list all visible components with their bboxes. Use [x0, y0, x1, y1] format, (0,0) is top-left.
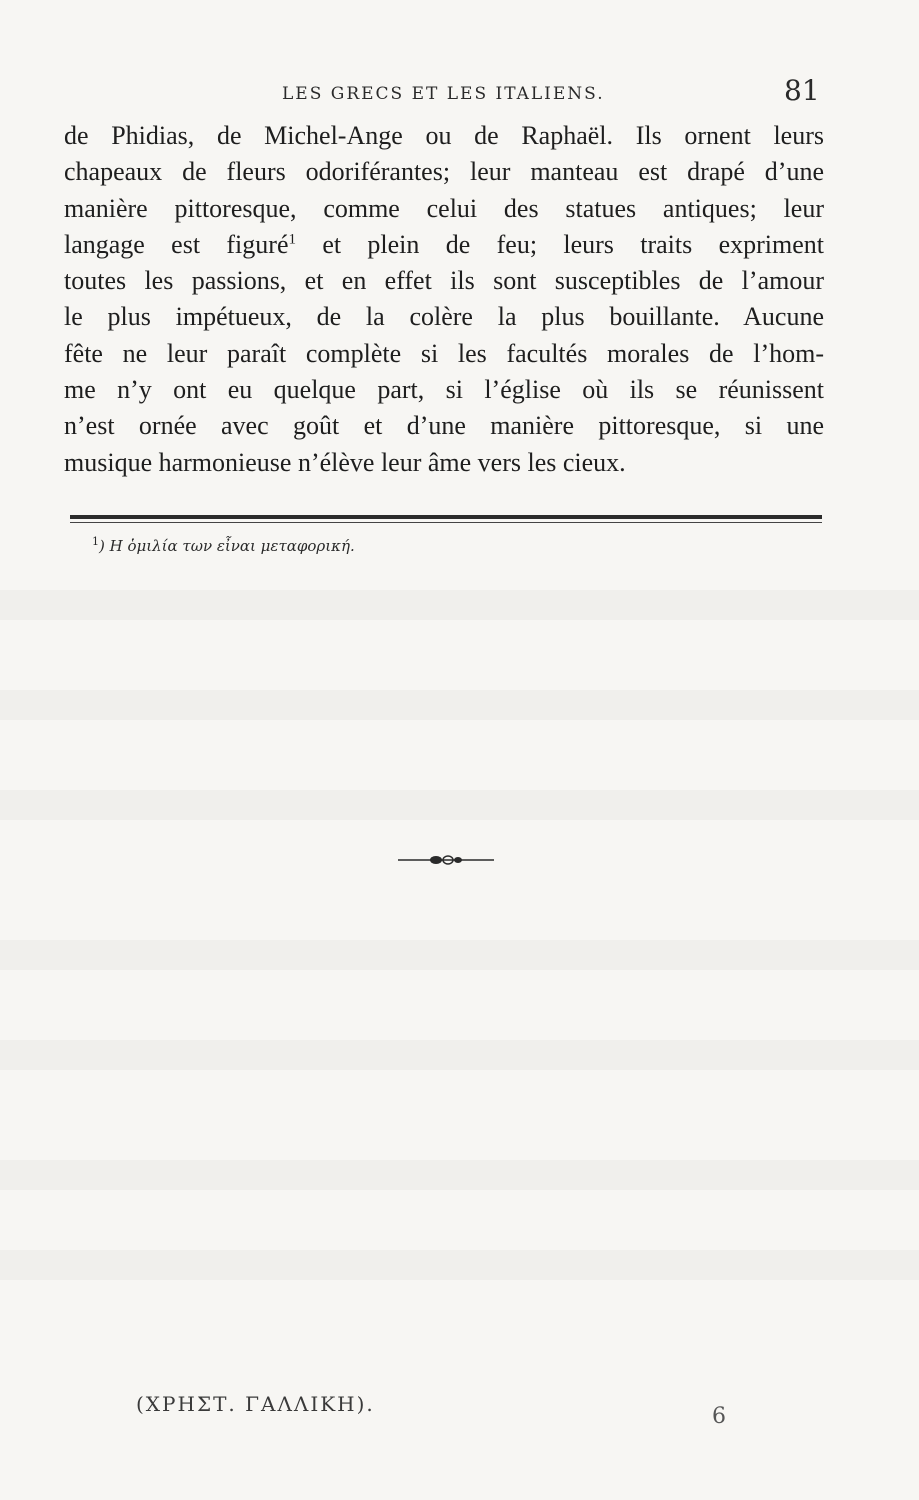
text-line: me n’y ont eu quelque part, si l’église où ils se réunissent: [64, 375, 824, 405]
bleed-through-shadow: [0, 940, 919, 970]
text-segment: langage est figuré: [64, 229, 289, 259]
text-line: n’est ornée avec goût et d’une manière pittoresque, si une: [64, 411, 824, 441]
text-line: toutes les passions, et en effet ils sont susceptibles de l’amour: [64, 266, 824, 296]
text-line: le plus impétueux, de la colère la plus bouillante. Aucune: [64, 302, 824, 332]
bleed-through-shadow: [0, 1250, 919, 1280]
text-segment: et plein de feu; leurs traits expriment: [295, 229, 824, 259]
signature-number: 6: [712, 1404, 726, 1429]
footnote-reference: 1: [288, 231, 296, 248]
signature-mark: (ΧΡΗΣΤ. ΓΑΛΛΙΚΗ).: [136, 1392, 375, 1416]
bleed-through-shadow: [0, 590, 919, 620]
text-line: manière pittoresque, comme celui des statues antiques; leur: [64, 193, 824, 223]
text-line: chapeaux de fleurs odoriférantes; leur manteau est drapé d’une: [64, 157, 824, 187]
bleed-through-shadow: [0, 690, 919, 720]
bleed-through-shadow: [0, 1040, 919, 1070]
bleed-through-shadow: [0, 1160, 919, 1190]
footnote-divider: [70, 515, 822, 519]
body-paragraph: [64, 118, 824, 481]
text-line: [64, 227, 824, 263]
ornament-divider-icon: [398, 853, 494, 867]
footnote-divider-thin: [70, 522, 822, 523]
text-line: de Phidias, de Michel-Ange ou de Raphaël. Ils ornent leurs: [64, 121, 824, 150]
footnote: [92, 535, 355, 555]
text-line: musique harmonieuse n’élève leur âme vers les cieux.: [64, 447, 626, 477]
running-title: LES GRECS ET LES ITALIENS.: [282, 84, 605, 104]
footnote-text: ) Η ὁμιλία των εἶναι μεταφορική.: [99, 537, 355, 555]
footnote-mark: 1: [92, 535, 99, 548]
bleed-through-shadow: [0, 790, 919, 820]
page-number: 81: [784, 74, 820, 107]
text-line: fête ne leur paraît complète si les facultés morales de l’hom-: [64, 338, 824, 368]
